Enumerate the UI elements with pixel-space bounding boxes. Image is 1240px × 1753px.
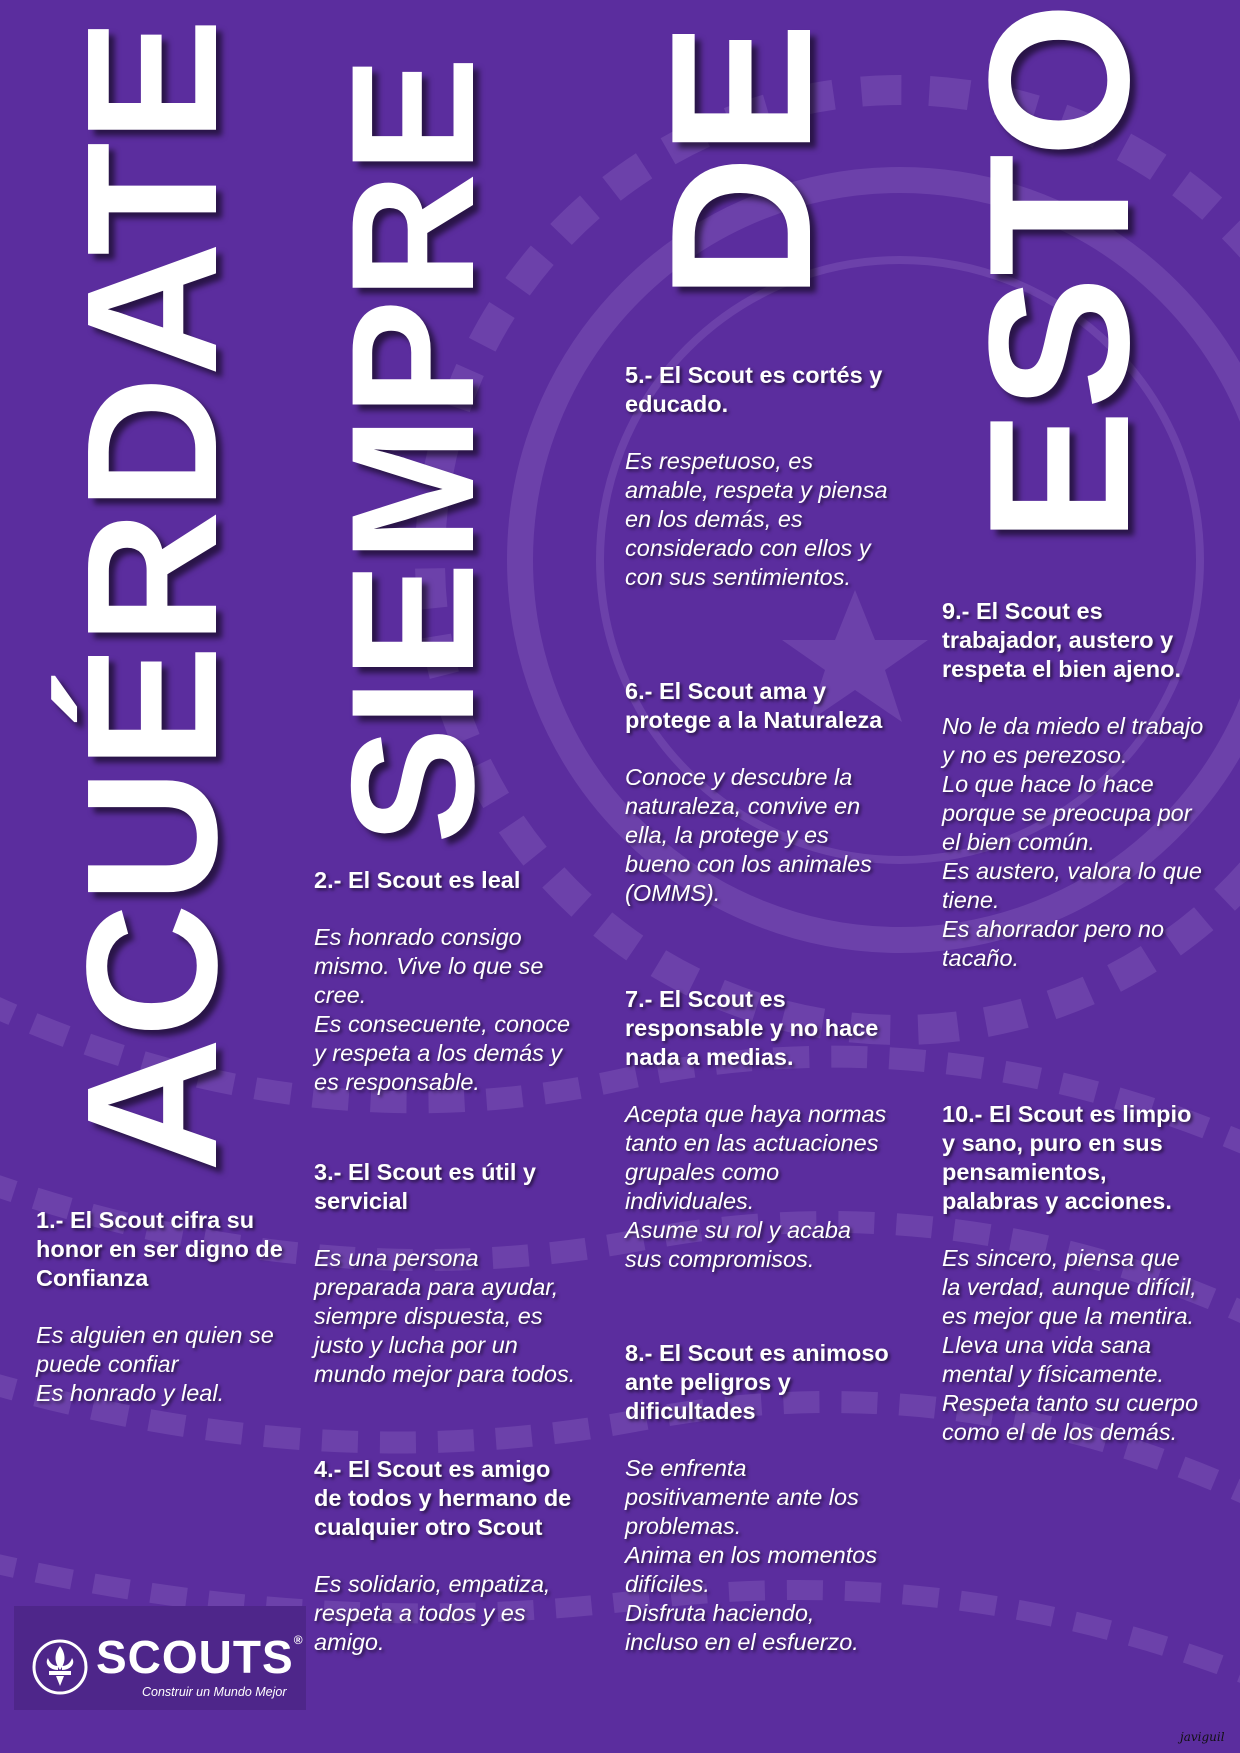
law-description: Es respetuoso, es amable, respeta y piensa en los demás, es considerado con ellos y con sus sentimientos. — [625, 448, 888, 590]
law-description: Es sincero, piensa que la verdad, aunque difícil, es mejor que la mentira. Lleva una vida sana mental y físicamente. Respeta tanto su cuerpo como el de los demás. — [942, 1245, 1199, 1445]
headline-word-siempre: SIEMPRE — [316, 56, 511, 844]
law-title: 3.- El Scout es útil y servicial — [314, 1159, 536, 1214]
law-2 — [314, 866, 584, 1097]
law-description: Es una persona preparada para ayudar, siempre dispuesta, es justo y lucha por un mundo mejor para todos. — [314, 1245, 576, 1387]
law-5 — [625, 361, 890, 592]
law-description: Es alguien en quien se puede confiar Es honrado y leal. — [36, 1322, 274, 1406]
law-10 — [942, 1100, 1204, 1447]
law-title: 7.- El Scout es responsable y no hace nada a medias. — [625, 986, 879, 1070]
law-title: 8.- El Scout es animoso ante peligros y dificultades — [625, 1340, 889, 1424]
scouts-logo — [14, 1606, 306, 1710]
law-1 — [36, 1206, 298, 1408]
headline-word-acuerdate: ACUÉRDATE — [49, 18, 256, 1172]
law-7 — [625, 985, 890, 1274]
law-title: 4.- El Scout es amigo de todos y hermano de cualquier otro Scout — [314, 1456, 572, 1540]
law-description: Es honrado consigo mismo. Vive lo que se cree. Es consecuente, conoce y respeta a los demás y es responsable. — [314, 924, 571, 1095]
law-4 — [314, 1455, 576, 1657]
trademark-symbol: ® — [293, 1633, 304, 1647]
law-description: Es solidario, empatiza, respeta a todos y es amigo. — [314, 1571, 551, 1655]
law-title: 2.- El Scout es leal — [314, 867, 521, 893]
law-description: Acepta que haya normas tanto en las actuaciones grupales como individuales. Asume su rol y acaba sus compromisos. — [625, 1101, 887, 1272]
law-title: 9.- El Scout es trabajador, austero y respeta el bien ajeno. — [942, 598, 1182, 682]
logo-brand-text: SCOUTS — [96, 1631, 294, 1683]
law-title: 10.- El Scout es limpio y sano, puro en sus pensamientos, palabras y acciones. — [942, 1101, 1192, 1214]
law-title: 5.- El Scout es cortés y educado. — [625, 362, 883, 417]
logo-brand — [96, 1631, 304, 1683]
law-9 — [942, 597, 1210, 973]
law-description: Conoce y descubre la naturaleza, convive en ella, la protege y es bueno con los animales (OMMS). — [625, 764, 872, 906]
law-8 — [625, 1339, 890, 1657]
logo-tagline: Construir un Mundo Mejor — [142, 1685, 287, 1699]
law-description: No le da miedo el trabajo y no es perezoso. Lo que hace lo hace porque se preocupa por el bien común. Es austero, valora lo que tiene. Es ahorrador pero no tacaño. — [942, 713, 1204, 971]
law-3 — [314, 1158, 576, 1389]
fleur-de-lis-icon — [32, 1636, 88, 1698]
law-title: 6.- El Scout ama y protege a la Naturaleza — [625, 678, 883, 733]
headline-word-de: DE — [630, 22, 853, 300]
law-title: 1.- El Scout cifra su honor en ser digno de Confianza — [36, 1207, 283, 1291]
headline-word-esto: ESTO — [948, 2, 1171, 543]
law-description: Se enfrenta positivamente ante los problemas. Anima en los momentos difíciles. Disfruta haciendo, incluso en el esfuerzo. — [625, 1455, 878, 1655]
law-6 — [625, 677, 890, 908]
artist-signature: javiguil — [1180, 1730, 1225, 1744]
